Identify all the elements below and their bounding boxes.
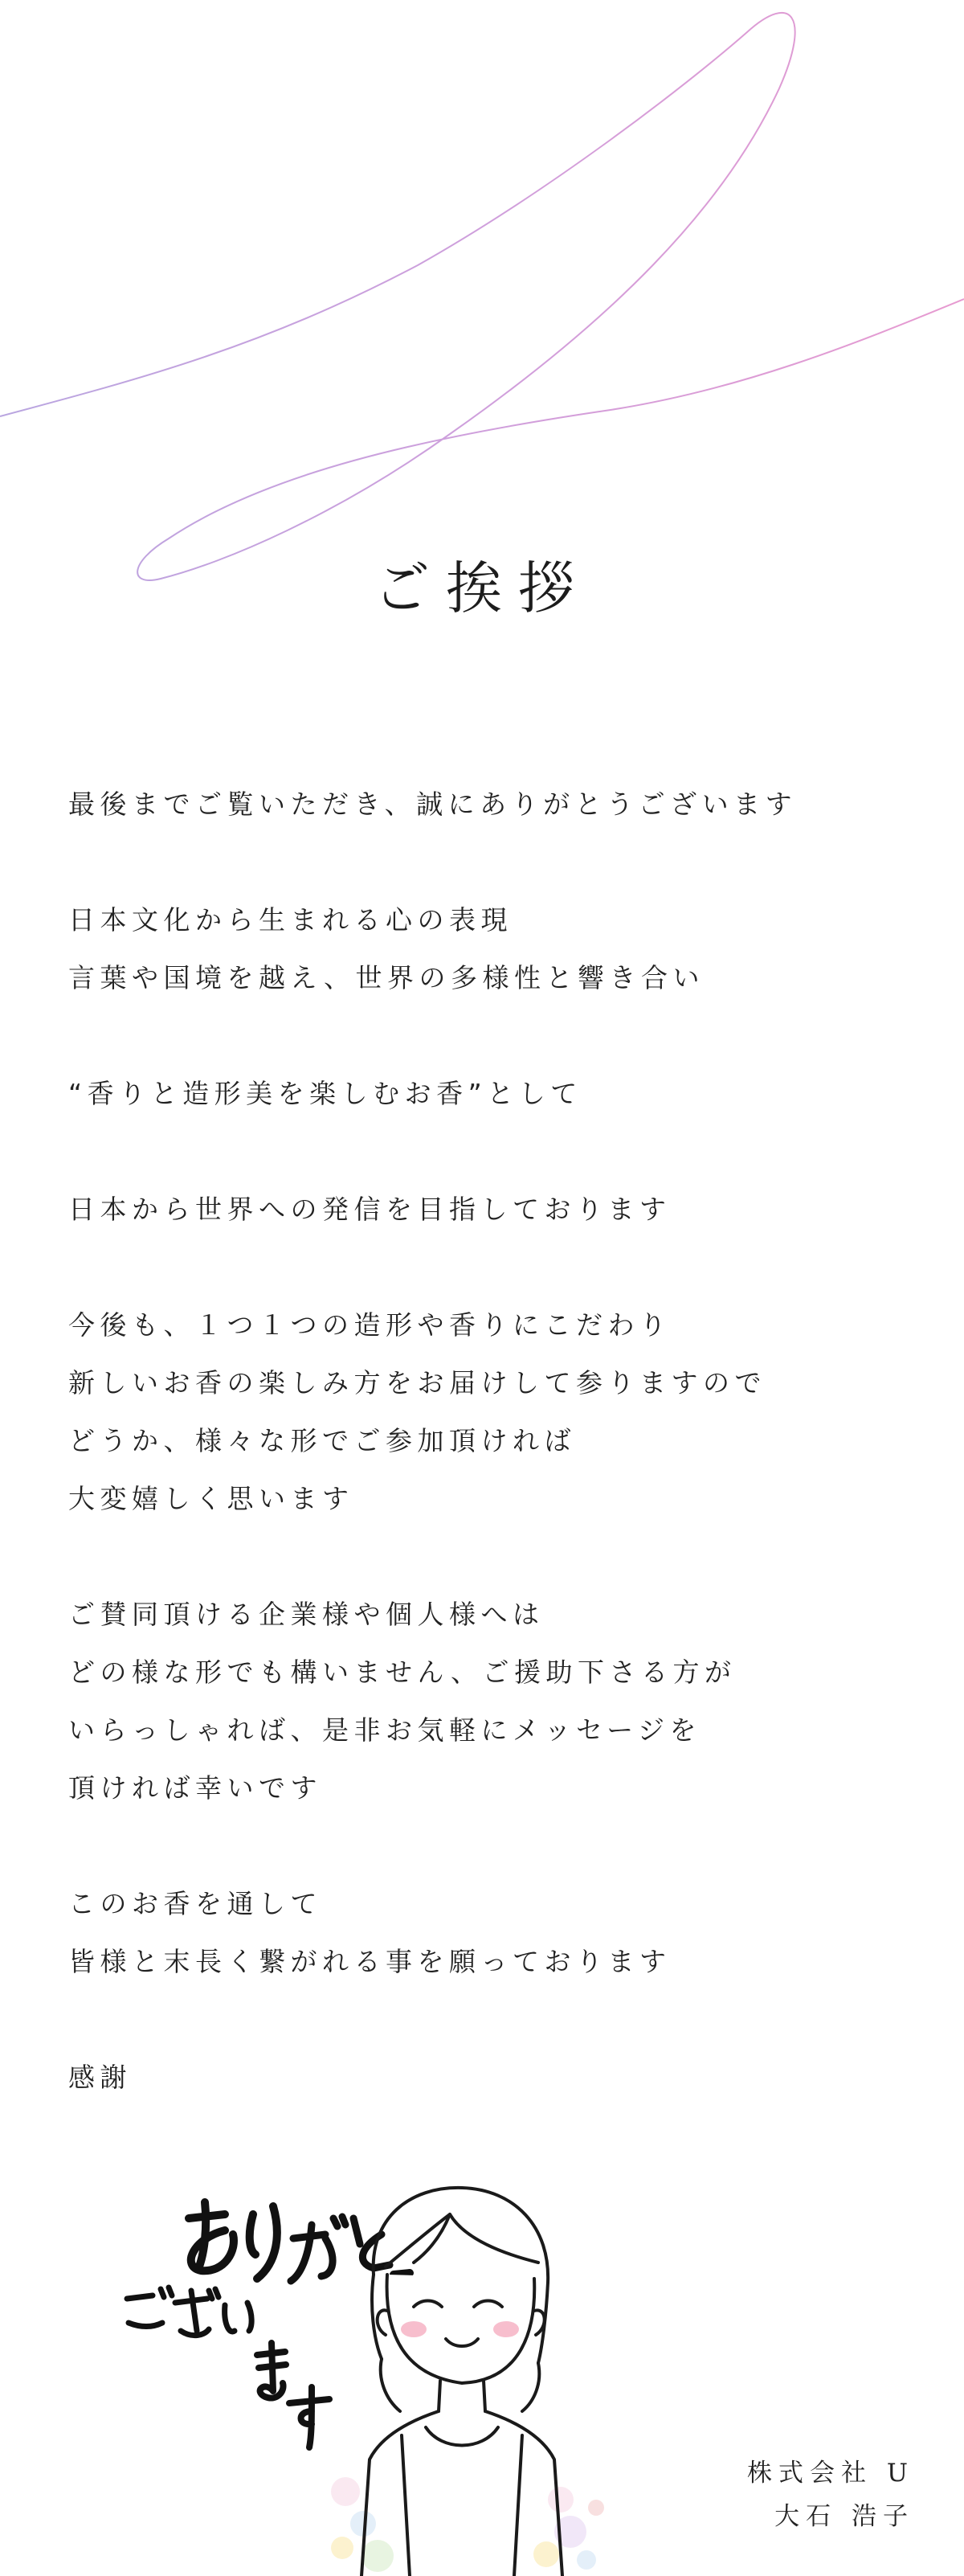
paragraph-support <box>68 1586 912 1817</box>
pastel-dots <box>331 2477 604 2572</box>
blush-left <box>401 2321 427 2337</box>
paragraph-goal <box>68 1181 912 1239</box>
message-line: 日本文化から生まれる心の表現 <box>68 904 513 936</box>
message-line: どうか、様々な形でご参加頂ければ <box>68 1425 576 1456</box>
company-name: 株式会社 U <box>747 2459 914 2488</box>
author-name: 大石 浩子 <box>774 2502 914 2531</box>
paragraph-gratitude <box>68 2049 912 2107</box>
greeting-message <box>68 776 912 2164</box>
message-line: ご賛同頂ける企業様や個人様へは <box>68 1599 545 1630</box>
signature <box>747 2451 914 2538</box>
paragraph-connection <box>68 1875 912 1991</box>
page-title: ご挨拶 <box>374 555 590 621</box>
decorative-ribbon-line <box>0 0 964 595</box>
thank-you-illustration <box>104 2170 667 2576</box>
paragraph-culture <box>68 891 912 1007</box>
paragraph-thanks <box>68 776 912 833</box>
message-line: “香りと造形美を楽しむお香”として <box>68 1078 582 1109</box>
message-line: 新しいお香の楽しみ方をお届けして参りますので <box>68 1367 766 1399</box>
message-line: 大変嬉しく思います <box>68 1483 354 1514</box>
message-line: このお香を通して <box>68 1888 322 1919</box>
paragraph-concept <box>68 1065 912 1123</box>
message-line: 言葉や国境を越え、世界の多様性と響き合い <box>68 962 705 993</box>
message-line: 最後までご覧いただき、誠にありがとうございます <box>68 788 798 820</box>
paragraph-future <box>68 1296 912 1528</box>
blush-right <box>493 2321 519 2337</box>
message-line: 感謝 <box>68 2062 132 2093</box>
message-line: 日本から世界への発信を目指しております <box>68 1194 672 1225</box>
message-line: どの様な形でも構いません、ご援助下さる方が <box>68 1657 737 1688</box>
message-line: 頂ければ幸いです <box>68 1772 322 1804</box>
message-line: いらっしゃれば、是非お気軽にメッセージを <box>68 1714 702 1746</box>
smiling-woman-illustration <box>362 2188 562 2576</box>
message-line: 今後も、１つ１つの造形や香りにこだわり <box>68 1309 672 1341</box>
message-line: 皆様と末長く繋がれる事を願っております <box>68 1946 672 1977</box>
